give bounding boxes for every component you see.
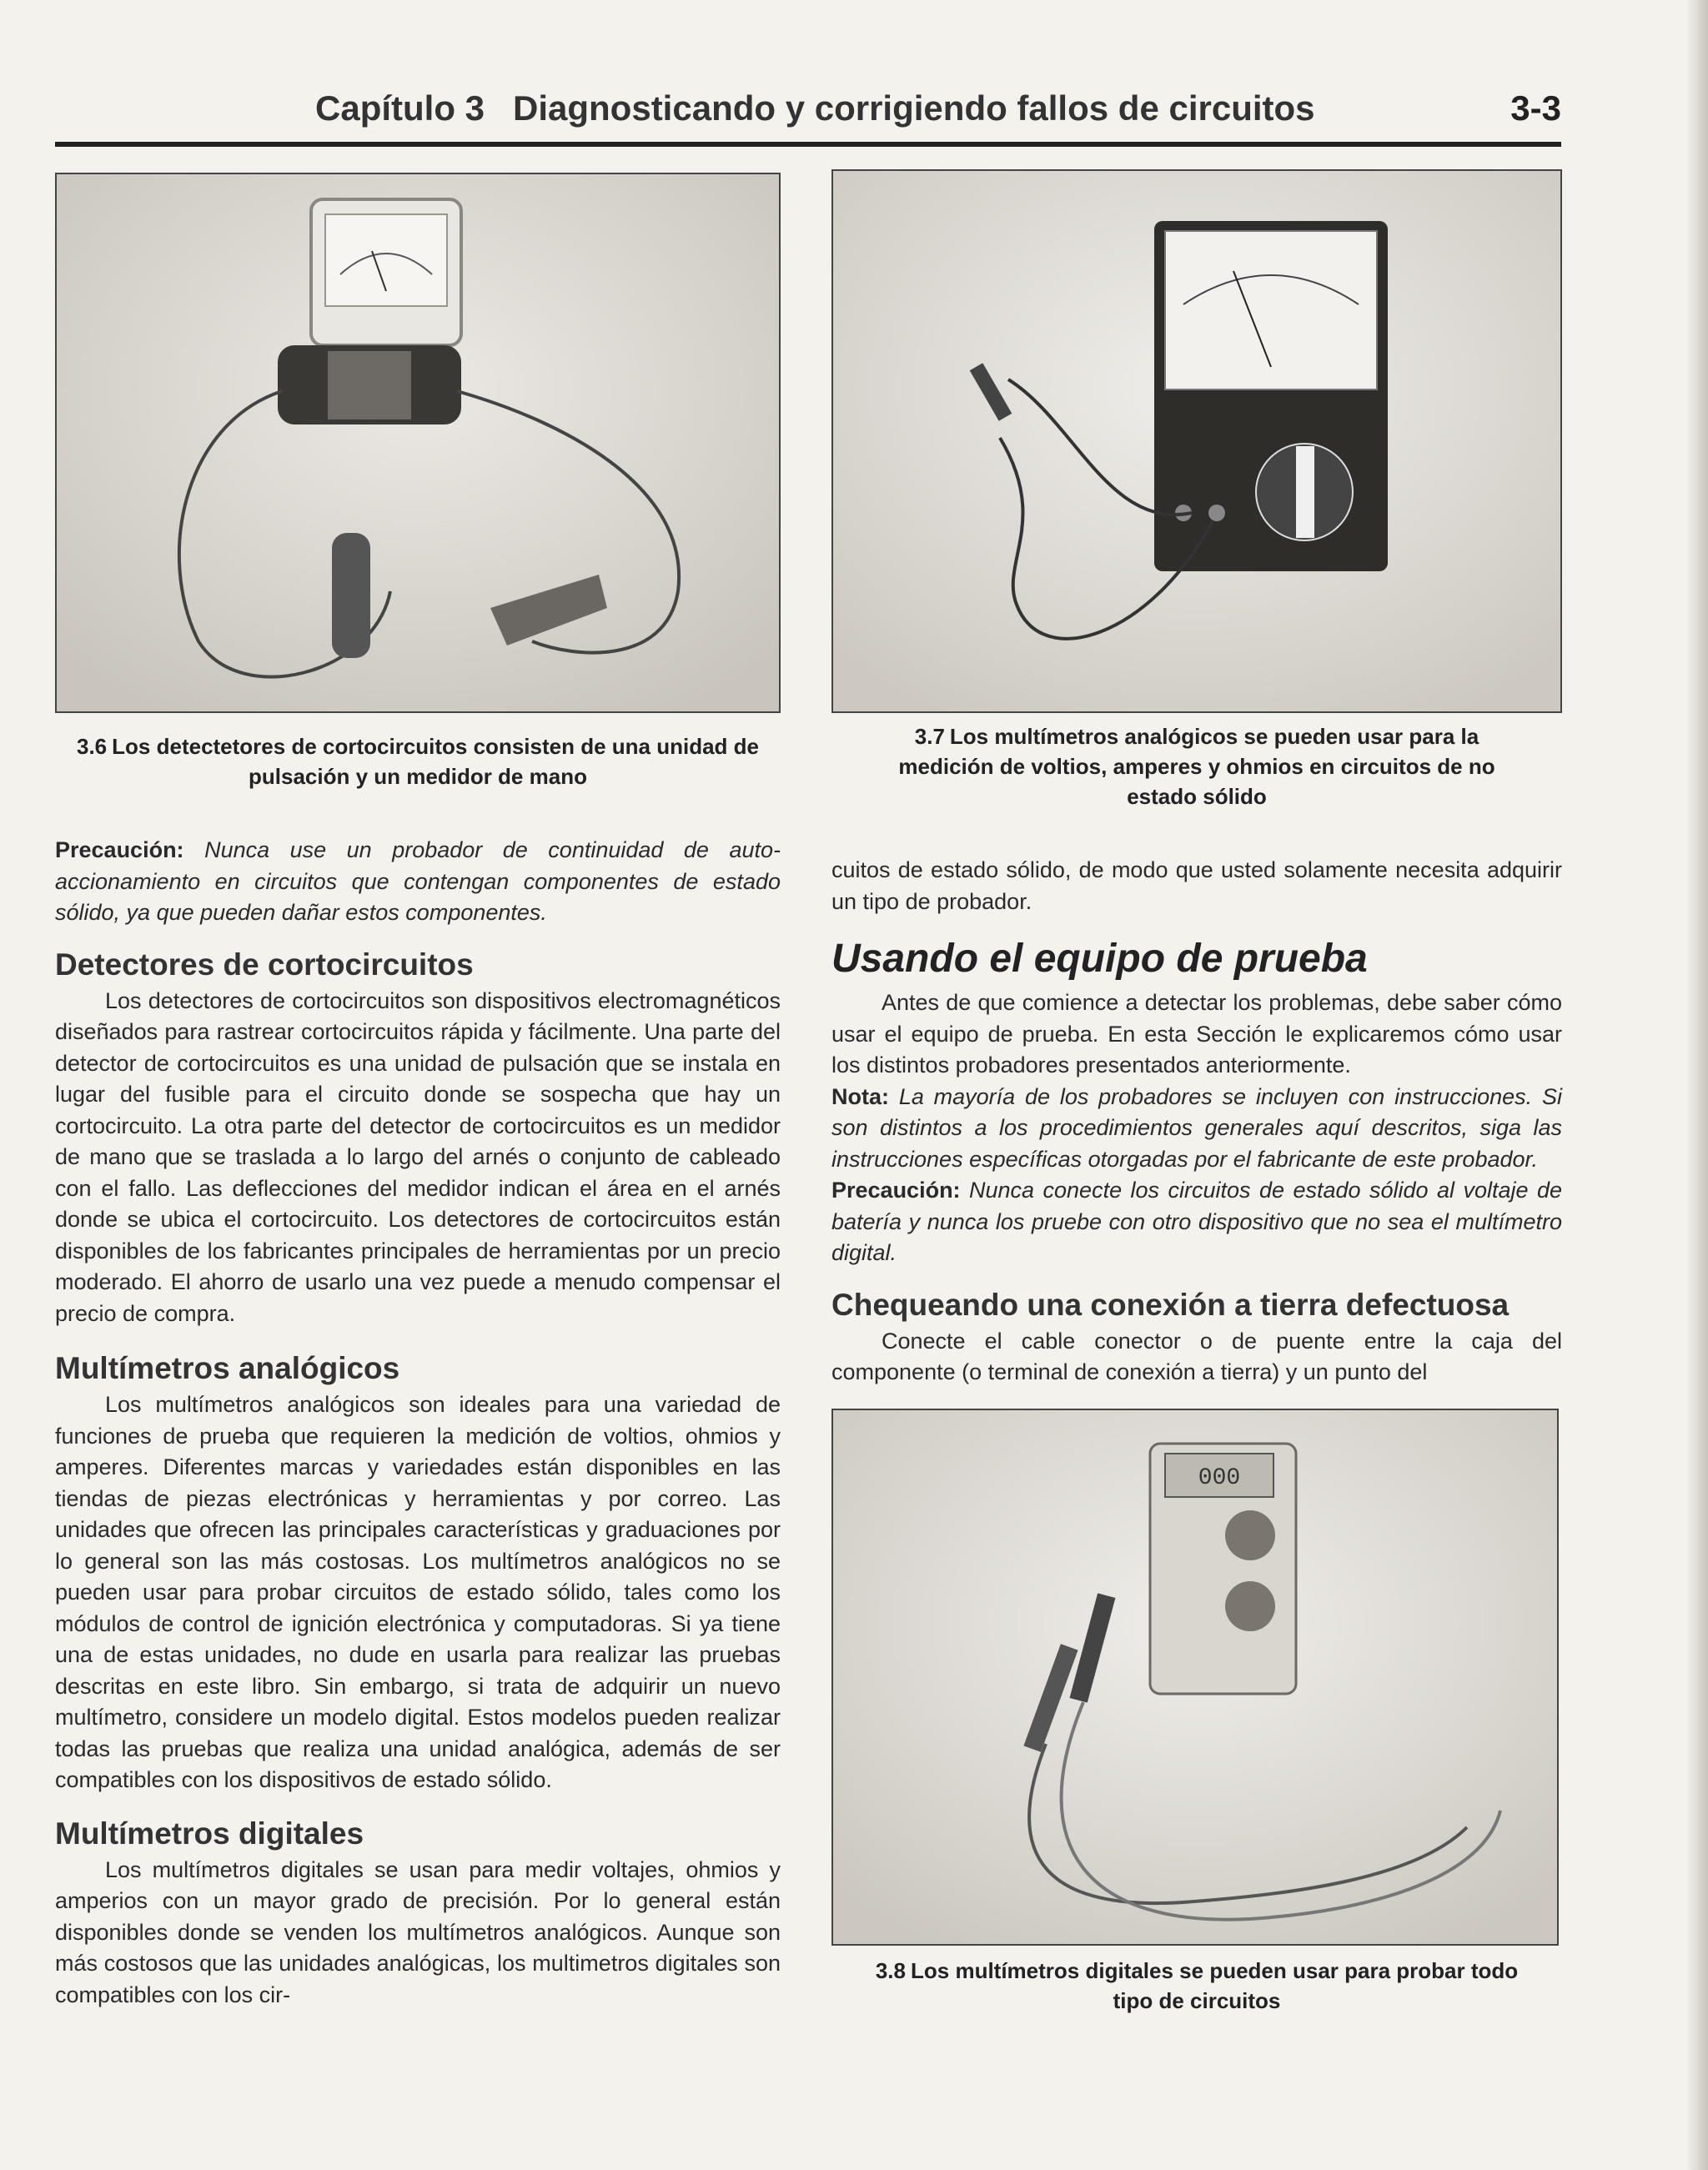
- figure-3-7-number: 3.7: [914, 724, 945, 749]
- page-number: 3-3: [1510, 88, 1561, 128]
- left-column: [55, 173, 781, 2011]
- figure-3-6-caption: [55, 731, 781, 791]
- short-circuit-detector-image: [57, 174, 779, 711]
- note-label: Nota:: [831, 1083, 889, 1109]
- note-right: [831, 1082, 1562, 1176]
- figure-3-6-photo: [55, 173, 781, 713]
- caution-label-left: Precaución:: [55, 837, 184, 862]
- paragraph-detectores: Los detectores de cortocircuitos son dispositivos electromagnéticos diseñados para rastrear cortocircuitos rápida y fácilmente. Una parte del detector de cortocircuitos es una unidad de pulsación que se instala en lugar del fusible para el circuito donde se sospecha que hay un cortocircuito. La otra parte del detector de cortocircuitos es un medidor de mano que se traslada a lo largo del arnés o conjunto de cableado con el fallo. Las deflecciones del medidor indican el área en el arnés donde se ubica el cortocircuito. Los detectores de cortocircuitos están disponibles de los fabricantes principales de herramientas por un precio moderado. El ahorro de usarlo una vez puede a menudo compensar el precio de compra.: [55, 987, 781, 1326]
- heading-multimetros-analogicos: Multímetros analógicos: [55, 1351, 400, 1385]
- caution-note-left: [55, 835, 781, 929]
- paragraph-chequeando-tierra: Conecte el cable conector o de puente entre la caja del componente (o terminal de conexión a tierra) y un punto del: [831, 1328, 1562, 1384]
- analog-multimeter-image: [833, 171, 1560, 711]
- chapter-title: Diagnosticando y corrigiendo fallos de circuitos: [513, 88, 1315, 128]
- heading-multimetros-digitales: Multímetros digitales: [55, 1816, 364, 1851]
- paragraph-multimetros-digitales: Los multímetros digitales se usan para medir voltajes, ohmios y amperios con un mayor grado de precisión. Por lo general están disponibles donde se venden los multímetros analógicos. Aunque son más costosos que las unidades analógicas, los multimetros digitales son compatibles con los cir-: [55, 1856, 781, 2007]
- paragraph-usando-equipo: Antes de que comience a detectar los problemas, debe saber cómo usar el equipo de prueba. En esta Sección le explicaremos cómo usar los distintos probadores presentados anteriormente.: [831, 990, 1562, 1077]
- figure-3-8-caption-text: Los multímetros digitales se pueden usar para probar todo tipo de circuitos: [911, 1957, 1519, 2013]
- caution-label-right: Precaución:: [831, 1178, 961, 1203]
- chapter-number: Capítulo 3: [315, 88, 485, 128]
- figure-3-7-caption-text: Los multímetros analógicos se pueden usar para la medición de voltios, amperes y ohmios en circuitos de no estado sólido: [898, 724, 1495, 809]
- figure-3-7-caption: [831, 721, 1562, 811]
- chapter-heading: [315, 88, 1315, 128]
- paragraph-multimetros-analogicos: Los multímetros analógicos son ideales para una variedad de funciones de prueba que requieren la medición de voltios, ohmios y amperes. Diferentes marcas y variedades están disponibles en las tiendas de piezas electrónicas y herramientas y por correo. Las unidades que ofrecen las principales características y graduaciones por lo general son las más costosas. Los multímetros analógicos no se pueden usar para probar circuitos de estado sólido, tales como los módulos de control de ignición electrónica y computadoras. Si ya tiene una de estas unidades, no dude en usarla para realizar las pruebas descritas en este libro. Sin embargo, si trata de adquirir un nuevo multímetro, considere un modelo digital. Estos modelos pueden realizar todas las pruebas que realiza una unidad analógica, además de ser compatibles con los dispositivos de estado sólido.: [55, 1392, 781, 1792]
- heading-chequeando-tierra: Chequeando una conexión a tierra defectuosa: [831, 1287, 1510, 1322]
- running-header: [55, 83, 1561, 147]
- note-text: La mayoría de los probadores se incluyen con instrucciones. Si son distintos a los procedimientos generales aquí descritos, siga las instrucciones específicas otorgadas por el fabricante de este probador.: [831, 1083, 1562, 1172]
- heading-detectores: Detectores de cortocircuitos: [55, 947, 474, 982]
- figure-3-6-number: 3.6: [77, 734, 108, 759]
- paragraph-continued: cuitos de estado sólido, de modo que usted solamente necesita adquirir un tipo de probador.: [831, 857, 1562, 914]
- caution-note-right: [831, 1175, 1562, 1269]
- figure-3-8-caption: [831, 1956, 1562, 2016]
- caution-text-left: Nunca use un probador de continuidad de auto-accionamiento en circuitos que contengan componentes de estado sólido, ya que pueden dañar estos componentes.: [55, 837, 781, 925]
- digital-multimeter-image: [833, 1410, 1557, 1944]
- page-edge-shadow: [1686, 0, 1708, 2170]
- caution-text-right: Nunca conecte los circuitos de estado sólido al voltaje de batería y nunca los pruebe con otro dispositivo que no sea el multímetro digital.: [831, 1178, 1562, 1265]
- figure-3-7-photo: [831, 169, 1562, 713]
- figure-3-8-photo: [831, 1409, 1559, 1946]
- figure-3-6-caption-text: Los detectetores de cortocircuitos consisten de una unidad de pulsación y un medidor de mano: [112, 734, 759, 789]
- right-column: [831, 169, 1562, 2016]
- heading-usando-equipo: Usando el equipo de prueba: [831, 937, 1368, 981]
- display-reading: 000: [1198, 1464, 1241, 1491]
- figure-3-8-number: 3.8: [875, 1957, 906, 1983]
